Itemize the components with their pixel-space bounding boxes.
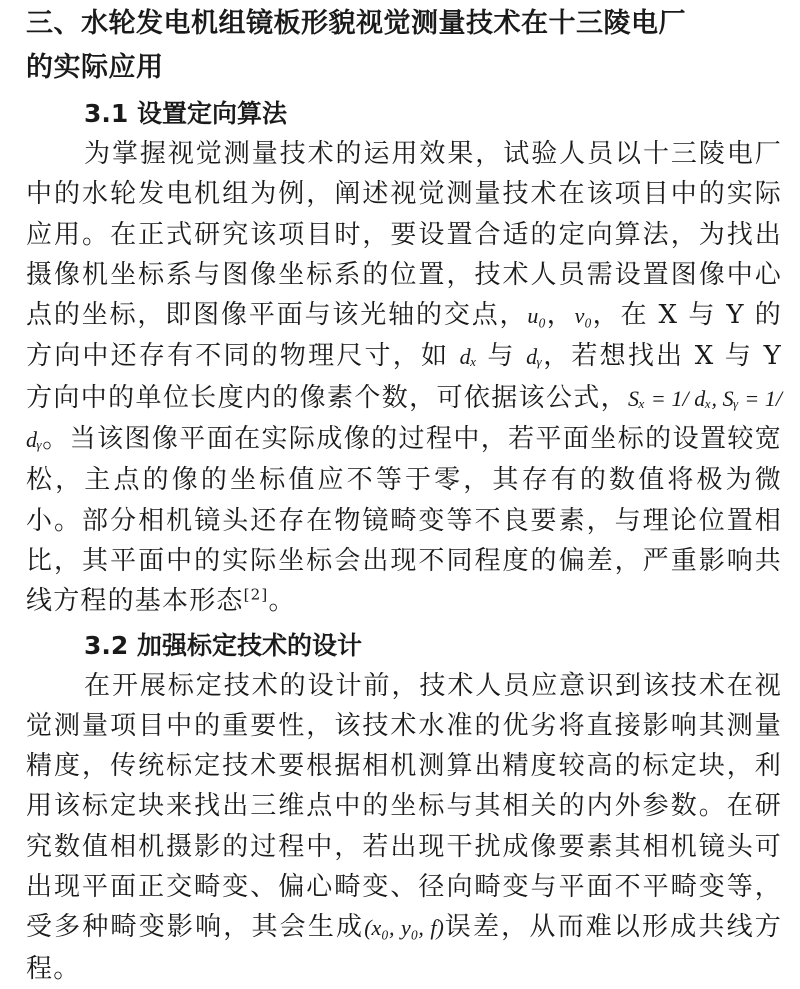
text-run: 。 xyxy=(268,586,296,617)
text-run: ，在 X 与 Y 的方向中还存有不同的物理尺寸，如 xyxy=(26,300,782,372)
math-u0: u₀ xyxy=(527,303,547,329)
paragraph-calibration-design xyxy=(26,666,782,989)
section-heading xyxy=(26,0,782,90)
text-run: 与 xyxy=(476,341,527,372)
text-run: ，若想找出 X 与 Y 方向中的单位长度内的像素个数，可依据该公式， xyxy=(26,341,782,413)
section-heading-line2: 的实际应用 xyxy=(26,52,164,83)
subsection-heading-3-2: 3.2 加强标定技术的设计 xyxy=(84,630,362,660)
citation-ref: [2] xyxy=(243,585,269,604)
math-v0: v₀ xyxy=(574,303,593,329)
text-run: 在开展标定技术的设计前，技术人员应意识到该技术在视觉测量项目中的重要性，该技术水准的优劣将直接影响其测量精度，传统标定技术要根据相机测算出精度较高的标定块，利用该标定块来找出三维点中的坐标与其相关的内外参数。在研究数值相机摄影的过程中，若出现干扰成像要素其相机镜头可出现平面正交畸变、偏心畸变、径向畸变与平面不平畸变等，受多种畸变影响，其会生成 xyxy=(26,670,782,943)
text-run: ， xyxy=(546,300,575,331)
math-tuple: (x₀, y₀, f) xyxy=(364,915,444,941)
text-run: 为掌握视觉测量技术的运用效果，试验人员以十三陵电厂中的水轮发电机组为例，阐述视觉测量技术在该项目中的实际应用。在正式研究该项目时，要设置合适的定向算法，为找出摄像机坐标系与图像坐标系的位置，技术人员需设置图像中心点的坐标，即图像平面与该光轴的交点， xyxy=(26,139,782,331)
paragraph-orientation-algorithm xyxy=(26,134,782,622)
math-dx: dₓ xyxy=(459,344,477,370)
text-run: 。当该图像平面在实际成像的过程中，若平面坐标的设置较宽松，主点的像的坐标值应不等于零，其存有的数值将极为微小。部分相机镜头还存在物镜畸变等不良要素，与理论位置相比，其平面中的实际坐标会出现不同程度的偏差，严重影响共线方程的基本形态 xyxy=(26,424,782,617)
math-dy: dᵧ xyxy=(526,344,543,370)
math-formula: Sₓ = 1/ dₓ, Sᵧ = 1/ dᵧ xyxy=(26,385,782,453)
text-run: 误差，从而难以形成共线方程。 xyxy=(26,912,782,984)
subsection-heading-3-1: 3.1 设置定向算法 xyxy=(84,99,287,128)
section-heading-line1: 三、水轮发电机组镜板形貌视觉测量技术在十三陵电厂 xyxy=(26,8,686,39)
